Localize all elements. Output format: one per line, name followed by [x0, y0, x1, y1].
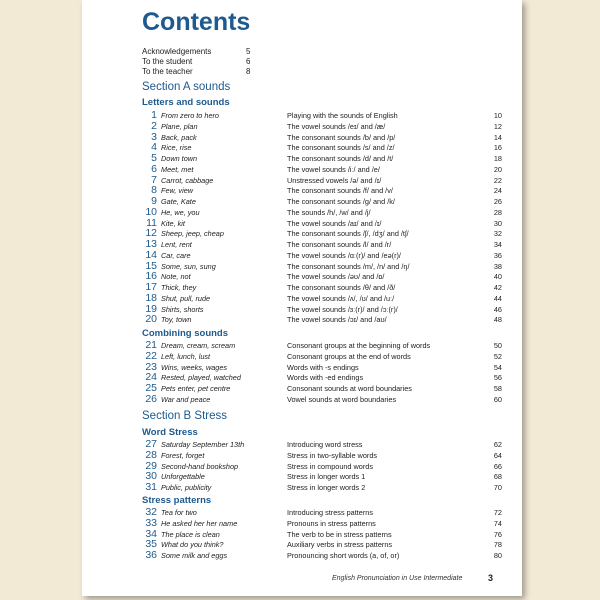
unit-row [142, 372, 502, 383]
unit-number: 5 [151, 152, 157, 164]
unit-row [142, 132, 502, 143]
unit-topic: Introducing word stress [287, 440, 363, 449]
unit-topic: The vowel sounds /eɪ/ and /æ/ [287, 121, 386, 131]
unit-number: 1 [151, 109, 157, 121]
front-matter-label: Acknowledgements [142, 47, 212, 56]
unit-name: He asked her her name [161, 518, 238, 528]
section-b-heading: Section B Stress [142, 410, 228, 422]
unit-row [142, 304, 502, 315]
unit-topic: The vowel sounds /ɑː(r)/ and /eə(r)/ [287, 250, 401, 260]
unit-page: 16 [493, 143, 502, 153]
unit-page: 60 [493, 394, 502, 404]
unit-topic: Consonant groups at the beginning of words [287, 341, 431, 350]
unit-number: 33 [145, 516, 157, 529]
unit-topic: The vowel sounds /ʌ/, /ʊ/ and /uː/ [287, 293, 395, 303]
unit-topic: Stress in compound words [287, 461, 373, 471]
unit-page: 32 [493, 229, 502, 239]
unit-topic: Consonant sounds at word boundaries [287, 384, 412, 393]
unit-page: 14 [493, 132, 502, 142]
unit-name: Dream, cream, scream [161, 341, 236, 350]
unit-page: 40 [493, 272, 502, 282]
unit-number: 18 [145, 291, 157, 304]
unit-topic: Unstressed vowels /ə/ and /ɪ/ [287, 175, 382, 185]
front-matter-item [142, 47, 272, 57]
unit-number: 10 [145, 205, 157, 218]
unit-name: Note, not [161, 272, 191, 282]
unit-number: 30 [145, 470, 157, 483]
unit-number: 17 [145, 281, 157, 293]
unit-name: Unforgettable [161, 472, 205, 482]
unit-topic: Pronouncing short words (a, of, or) [287, 551, 400, 560]
unit-name: Meet, met [161, 164, 194, 174]
unit-number: 2 [151, 119, 157, 132]
unit-number: 36 [145, 549, 157, 561]
unit-name: Down town [161, 154, 198, 163]
unit-topic: The vowel sounds /ɔɪ/ and /aʊ/ [287, 315, 387, 325]
unit-number: 23 [145, 360, 157, 373]
unit-number: 6 [151, 162, 157, 175]
unit-name: War and peace [161, 394, 211, 404]
unit-name: Car, care [161, 250, 191, 260]
footer-book-title: English Pronunciation in Use Intermediate [332, 575, 463, 582]
unit-name: Saturday September 13th [161, 440, 245, 449]
unit-name: Some, sun, sung [161, 261, 216, 271]
unit-row [142, 175, 502, 186]
unit-number: 3 [151, 130, 157, 143]
unit-page: 42 [493, 283, 502, 292]
unit-number: 19 [145, 302, 157, 315]
unit-name: Plane, plan [161, 121, 198, 131]
unit-list-stress-patterns [142, 507, 502, 561]
unit-topic: Pronouns in stress patterns [287, 518, 376, 528]
unit-topic: The consonant sounds /ʃ/, /dʒ/ and /tʃ/ [287, 229, 409, 239]
unit-row [142, 507, 502, 518]
front-matter-label: To the teacher [142, 67, 193, 76]
page-title: Contents [142, 8, 251, 36]
unit-name: From zero to hero [161, 111, 219, 120]
unit-row [142, 340, 502, 351]
unit-name: Shut, pull, rude [161, 293, 211, 303]
unit-page: 66 [493, 461, 502, 471]
unit-topic: The consonant sounds /b/ and /p/ [287, 132, 396, 142]
unit-name: Sheep, jeep, cheap [161, 229, 224, 239]
unit-name: Back, pack [161, 132, 197, 142]
unit-number: 4 [151, 141, 157, 154]
unit-topic: The consonant sounds /s/ and /z/ [287, 143, 395, 153]
unit-page: 70 [493, 483, 502, 492]
unit-topic: Vowel sounds at word boundaries [287, 394, 397, 404]
group-heading-letters-and-sounds: Letters and sounds [142, 97, 230, 108]
unit-row [142, 261, 502, 272]
front-matter-page: 6 [246, 57, 251, 66]
unit-topic: The sounds /h/, /w/ and /j/ [287, 207, 371, 217]
unit-page: 46 [493, 304, 502, 314]
unit-name: Carrot, cabbage [161, 175, 214, 185]
unit-row [142, 539, 502, 550]
unit-number: 15 [145, 259, 157, 272]
unit-number: 12 [145, 227, 157, 240]
unit-number: 32 [145, 506, 157, 518]
unit-number: 27 [145, 438, 157, 450]
unit-row [142, 529, 502, 540]
front-matter-label: To the student [142, 57, 193, 66]
unit-list-word-stress [142, 439, 502, 493]
unit-row [142, 550, 502, 561]
unit-number: 35 [145, 538, 157, 551]
unit-topic: The consonant sounds /m/, /n/ and /ŋ/ [287, 261, 410, 271]
front-matter-list [142, 47, 272, 77]
unit-row [142, 461, 502, 472]
unit-number: 8 [151, 184, 157, 197]
unit-row [142, 293, 502, 304]
unit-topic: Stress in longer words 1 [287, 472, 366, 482]
unit-page: 22 [493, 175, 502, 185]
unit-page: 50 [493, 341, 502, 350]
unit-topic: The vowel sounds /aɪ/ and /ɪ/ [287, 218, 382, 228]
unit-page: 54 [493, 362, 502, 372]
unit-page: 38 [493, 261, 502, 271]
unit-row [142, 142, 502, 153]
unit-name: Lent, rent [161, 240, 192, 249]
unit-row [142, 471, 502, 482]
unit-list-combining-sounds [142, 340, 502, 405]
unit-page: 30 [493, 218, 502, 228]
unit-topic: Playing with the sounds of English [287, 111, 398, 120]
unit-name: Rested, played, watched [161, 373, 241, 383]
unit-topic: The verb to be in stress patterns [287, 529, 392, 539]
unit-page: 12 [493, 121, 502, 131]
unit-topic: The vowel sounds /iː/ and /e/ [287, 164, 380, 174]
unit-number: 28 [145, 448, 157, 461]
unit-row [142, 282, 502, 293]
unit-name: Tea for two [161, 508, 197, 517]
unit-page: 10 [493, 111, 502, 120]
unit-row [142, 271, 502, 282]
unit-row [142, 394, 502, 405]
unit-number: 26 [145, 392, 157, 405]
unit-number: 11 [146, 216, 157, 229]
unit-row [142, 218, 502, 229]
unit-number: 16 [145, 270, 157, 283]
unit-topic: Auxiliary verbs in stress patterns [287, 540, 393, 550]
unit-topic: Words with -ed endings [287, 373, 364, 383]
unit-topic: The consonant sounds /d/ and /t/ [287, 154, 394, 163]
unit-topic: Words with -s endings [287, 362, 359, 372]
book-page [82, 0, 522, 596]
unit-number: 13 [145, 238, 157, 250]
unit-list-letters-and-sounds [142, 110, 502, 325]
unit-page: 80 [493, 551, 502, 560]
unit-page: 26 [493, 197, 502, 206]
unit-name: Forest, forget [161, 450, 205, 460]
unit-name: Kite, kit [161, 218, 185, 228]
group-heading-word-stress: Word Stress [142, 427, 198, 438]
unit-name: Rice, rise [161, 143, 192, 153]
unit-topic: Stress in two-syllable words [287, 450, 378, 460]
unit-name: Gate, Kate [161, 197, 196, 206]
unit-page: 78 [493, 540, 502, 550]
unit-name: Shirts, shorts [161, 304, 204, 314]
unit-page: 74 [493, 518, 502, 528]
unit-row [142, 439, 502, 450]
unit-page: 58 [493, 384, 502, 393]
unit-row [142, 383, 502, 394]
unit-row [142, 239, 502, 250]
unit-row [142, 110, 502, 121]
unit-topic: Consonant groups at the end of words [287, 351, 411, 361]
unit-page: 48 [493, 315, 502, 325]
unit-name: What do you think? [161, 540, 224, 550]
unit-name: Public, publicity [161, 483, 212, 492]
unit-page: 28 [493, 207, 502, 217]
unit-page: 76 [493, 529, 502, 539]
unit-name: Second-hand bookshop [161, 461, 239, 471]
unit-row [142, 196, 502, 207]
unit-page: 20 [493, 164, 502, 174]
unit-row [142, 314, 502, 325]
unit-page: 36 [493, 250, 502, 260]
unit-topic: The consonant sounds /l/ and /r/ [287, 240, 392, 249]
unit-number: 29 [145, 459, 157, 472]
unit-number: 22 [145, 349, 157, 362]
unit-row [142, 351, 502, 362]
unit-row [142, 482, 502, 493]
front-matter-page: 8 [246, 67, 251, 76]
unit-row [142, 153, 502, 164]
unit-topic: Stress in longer words 2 [287, 483, 366, 492]
group-heading-stress-patterns: Stress patterns [142, 495, 212, 506]
unit-row [142, 450, 502, 461]
group-heading-combining-sounds: Combining sounds [142, 328, 229, 339]
unit-number: 34 [145, 527, 157, 540]
unit-number: 20 [145, 313, 157, 326]
unit-row [142, 207, 502, 218]
unit-name: Wins, weeks, wages [161, 362, 228, 372]
unit-number: 21 [145, 339, 157, 351]
front-matter-item [142, 67, 272, 77]
unit-row [142, 518, 502, 529]
front-matter-item [142, 57, 272, 67]
page-number: 3 [488, 573, 494, 583]
unit-page: 44 [493, 293, 502, 303]
unit-topic: The consonant sounds /θ/ and /ð/ [287, 283, 396, 292]
unit-name: Thick, they [161, 283, 197, 292]
unit-row [142, 164, 502, 175]
unit-name: Toy, town [161, 315, 192, 325]
unit-page: 34 [493, 240, 502, 249]
unit-page: 72 [493, 508, 502, 517]
unit-page: 24 [493, 186, 502, 196]
unit-row [142, 185, 502, 196]
unit-topic: The consonant sounds /g/ and /k/ [287, 197, 395, 206]
front-matter-page: 5 [246, 47, 251, 56]
unit-topic: Introducing stress patterns [287, 508, 373, 517]
unit-number: 25 [145, 382, 157, 394]
unit-number: 14 [145, 248, 157, 261]
unit-row [142, 228, 502, 239]
unit-name: He, we, you [161, 207, 200, 217]
unit-page: 52 [493, 351, 502, 361]
unit-page: 62 [493, 440, 502, 449]
unit-row [142, 362, 502, 373]
unit-page: 64 [493, 450, 502, 460]
unit-page: 68 [493, 472, 502, 482]
unit-number: 9 [151, 195, 157, 207]
unit-row [142, 121, 502, 132]
unit-page: 56 [493, 373, 502, 383]
unit-name: The place is clean [161, 529, 220, 539]
unit-number: 31 [145, 481, 157, 493]
unit-topic: The vowel sounds /əʊ/ and /ɒ/ [287, 272, 385, 282]
unit-name: Left, lunch, lust [161, 351, 211, 361]
unit-name: Some milk and eggs [161, 551, 228, 560]
section-a-heading: Section A sounds [142, 81, 231, 93]
unit-topic: The consonant sounds /f/ and /v/ [287, 186, 393, 196]
unit-topic: The vowel sounds /ɜː(r)/ and /ɔː(r)/ [287, 304, 398, 314]
unit-name: Pets enter, pet centre [161, 384, 231, 393]
unit-number: 7 [151, 173, 157, 186]
unit-page: 18 [493, 154, 502, 163]
unit-name: Few, view [161, 186, 194, 196]
unit-row [142, 250, 502, 261]
unit-number: 24 [145, 371, 157, 384]
